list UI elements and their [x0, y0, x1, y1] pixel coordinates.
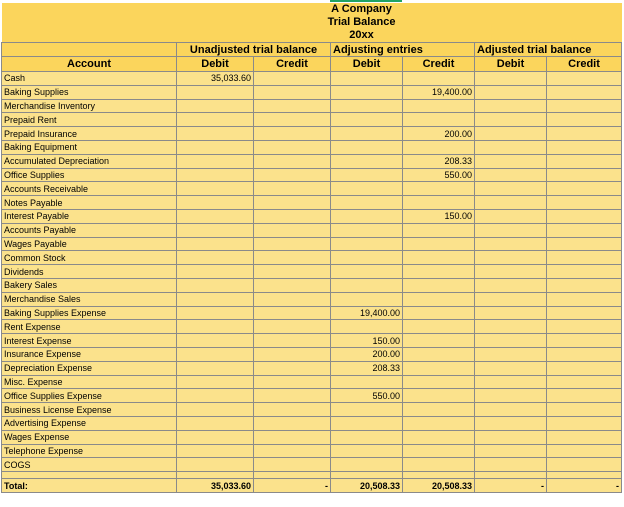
adjusting-debit-cell[interactable]: 550.00	[331, 389, 403, 403]
unadjusted-debit-cell[interactable]	[177, 237, 254, 251]
account-cell[interactable]: Wages Expense	[2, 430, 177, 444]
adjusting-debit-cell[interactable]: 150.00	[331, 334, 403, 348]
unadjusted-debit-cell[interactable]	[177, 389, 254, 403]
adjusted-debit-cell[interactable]	[475, 72, 547, 86]
unadjusted-credit-cell[interactable]	[254, 278, 331, 292]
adjusting-credit-cell[interactable]	[403, 99, 475, 113]
unadjusted-debit-cell[interactable]	[177, 361, 254, 375]
table-row	[2, 361, 622, 375]
adjusted-credit-cell[interactable]	[547, 361, 622, 375]
account-cell[interactable]: Bakery Sales	[2, 278, 177, 292]
adjusting-debit-cell[interactable]	[331, 416, 403, 430]
adjusting-debit-cell[interactable]	[331, 72, 403, 86]
account-cell[interactable]: Rent Expense	[2, 320, 177, 334]
adjusting-credit-cell[interactable]	[403, 251, 475, 265]
account-cell[interactable]: Depreciation Expense	[2, 361, 177, 375]
adjusting-debit-cell[interactable]: 19,400.00	[331, 306, 403, 320]
unadjusted-credit-cell[interactable]	[254, 292, 331, 306]
account-cell[interactable]: Office Supplies	[2, 168, 177, 182]
account-cell[interactable]: Interest Expense	[2, 334, 177, 348]
account-cell[interactable]: Prepaid Rent	[2, 113, 177, 127]
unadjusted-debit-cell[interactable]	[177, 265, 254, 279]
adjusted-debit-header: Debit	[475, 57, 547, 72]
adjusting-debit-cell[interactable]	[331, 403, 403, 417]
unadjusted-debit-cell[interactable]	[177, 99, 254, 113]
adjusted-debit-cell[interactable]	[475, 458, 547, 472]
empty-cell[interactable]	[331, 472, 403, 479]
table-row	[2, 99, 622, 113]
adjusted-credit-cell[interactable]	[547, 347, 622, 361]
adjusting-debit-cell[interactable]: 200.00	[331, 347, 403, 361]
unadjusted-credit-cell[interactable]	[254, 416, 331, 430]
adjusting-debit-cell[interactable]	[331, 430, 403, 444]
adjusted-debit-cell[interactable]	[475, 320, 547, 334]
adjusting-credit-cell[interactable]	[403, 389, 475, 403]
account-cell[interactable]: Merchandise Sales	[2, 292, 177, 306]
adjusting-credit-cell[interactable]: 200.00	[403, 127, 475, 141]
account-cell[interactable]: Interest Payable	[2, 209, 177, 223]
adjusted-credit-cell[interactable]	[547, 223, 622, 237]
unadjusted-debit-cell[interactable]	[177, 403, 254, 417]
adjusted-debit-cell[interactable]	[475, 209, 547, 223]
unadjusted-credit-cell[interactable]	[254, 237, 331, 251]
table-row	[2, 292, 622, 306]
adjusting-credit-cell[interactable]: 19,400.00	[403, 85, 475, 99]
adjusting-credit-cell[interactable]	[403, 72, 475, 86]
unadjusted-debit-cell[interactable]	[177, 85, 254, 99]
total-adjusting-debit[interactable]: 20,508.33	[331, 479, 403, 493]
unadjusted-debit-cell[interactable]	[177, 127, 254, 141]
adjusting-credit-cell[interactable]	[403, 347, 475, 361]
adjusted-debit-cell[interactable]	[475, 113, 547, 127]
adjusted-credit-cell[interactable]	[547, 430, 622, 444]
adjusting-credit-cell[interactable]	[403, 361, 475, 375]
unadjusted-debit-cell[interactable]	[177, 223, 254, 237]
adjusting-credit-cell[interactable]	[403, 140, 475, 154]
unadjusted-credit-cell[interactable]	[254, 251, 331, 265]
table-row	[2, 154, 622, 168]
adjusted-credit-cell[interactable]	[547, 458, 622, 472]
adjusting-credit-cell[interactable]	[403, 458, 475, 472]
adjusting-debit-cell[interactable]	[331, 168, 403, 182]
trial-balance-table	[1, 3, 622, 493]
table-row	[2, 140, 622, 154]
unadjusted-credit-header: Credit	[254, 57, 331, 72]
adjusted-debit-cell[interactable]	[475, 251, 547, 265]
spacer-row	[2, 472, 622, 479]
unadjusted-debit-cell[interactable]	[177, 209, 254, 223]
unadjusted-debit-cell[interactable]	[177, 334, 254, 348]
empty-cell[interactable]	[475, 472, 547, 479]
adjusting-credit-cell[interactable]	[403, 334, 475, 348]
account-cell[interactable]: Wages Payable	[2, 237, 177, 251]
adjusted-debit-cell[interactable]	[475, 444, 547, 458]
unadjusted-debit-cell[interactable]	[177, 444, 254, 458]
adjusting-group-header: Adjusting entries	[331, 43, 475, 57]
adjusted-credit-cell[interactable]	[547, 140, 622, 154]
adjusted-credit-cell[interactable]	[547, 237, 622, 251]
adjusting-debit-cell[interactable]	[331, 251, 403, 265]
adjusting-debit-header: Debit	[331, 57, 403, 72]
empty-cell[interactable]	[547, 472, 622, 479]
adjusted-debit-cell[interactable]	[475, 334, 547, 348]
adjusting-credit-cell[interactable]	[403, 113, 475, 127]
adjusted-credit-cell[interactable]	[547, 403, 622, 417]
unadjusted-debit-cell[interactable]	[177, 113, 254, 127]
adjusting-credit-cell[interactable]	[403, 196, 475, 210]
table-row	[2, 182, 622, 196]
adjusting-debit-cell[interactable]	[331, 375, 403, 389]
account-cell[interactable]: Office Supplies Expense	[2, 389, 177, 403]
adjusted-debit-cell[interactable]	[475, 182, 547, 196]
account-cell[interactable]: Accounts Receivable	[2, 182, 177, 196]
table-row	[2, 347, 622, 361]
adjusting-credit-cell[interactable]	[403, 292, 475, 306]
adjusted-credit-cell[interactable]	[547, 154, 622, 168]
adjusting-credit-cell[interactable]	[403, 237, 475, 251]
table-row	[2, 72, 622, 86]
empty-cell[interactable]	[403, 472, 475, 479]
total-unadjusted-credit[interactable]: -	[254, 479, 331, 493]
unadjusted-debit-cell[interactable]	[177, 458, 254, 472]
adjusting-debit-cell[interactable]	[331, 154, 403, 168]
account-cell[interactable]: Business License Expense	[2, 403, 177, 417]
table-row	[2, 278, 622, 292]
unadjusted-credit-cell[interactable]	[254, 127, 331, 141]
account-cell[interactable]: Merchandise Inventory	[2, 99, 177, 113]
total-label[interactable]: Total:	[2, 479, 177, 493]
adjusted-debit-cell[interactable]	[475, 430, 547, 444]
unadjusted-debit-cell[interactable]	[177, 430, 254, 444]
total-adjusted-debit[interactable]: -	[475, 479, 547, 493]
unadjusted-credit-cell[interactable]	[254, 320, 331, 334]
adjusting-debit-cell[interactable]	[331, 237, 403, 251]
adjusting-debit-cell[interactable]	[331, 85, 403, 99]
account-cell[interactable]: Misc. Expense	[2, 375, 177, 389]
unadjusted-debit-cell[interactable]	[177, 347, 254, 361]
adjusting-debit-cell[interactable]	[331, 196, 403, 210]
unadjusted-debit-header: Debit	[177, 57, 254, 72]
adjusted-credit-cell[interactable]	[547, 85, 622, 99]
adjusting-debit-cell[interactable]	[331, 458, 403, 472]
account-cell[interactable]: Prepaid Insurance	[2, 127, 177, 141]
table-row	[2, 416, 622, 430]
unadjusted-debit-cell[interactable]	[177, 306, 254, 320]
unadjusted-credit-cell[interactable]	[254, 347, 331, 361]
adjusting-debit-cell[interactable]	[331, 265, 403, 279]
empty-cell[interactable]	[2, 472, 177, 479]
unadjusted-debit-cell[interactable]	[177, 320, 254, 334]
adjusted-debit-cell[interactable]	[475, 292, 547, 306]
adjusting-debit-cell[interactable]	[331, 278, 403, 292]
adjusted-credit-cell[interactable]	[547, 182, 622, 196]
unadjusted-debit-cell[interactable]	[177, 196, 254, 210]
unadjusted-debit-cell[interactable]	[177, 154, 254, 168]
account-cell[interactable]: Common Stock	[2, 251, 177, 265]
table-row	[2, 389, 622, 403]
unadjusted-debit-cell[interactable]	[177, 251, 254, 265]
adjusted-credit-cell[interactable]	[547, 265, 622, 279]
adjusted-debit-cell[interactable]	[475, 154, 547, 168]
account-cell[interactable]: Baking Supplies Expense	[2, 306, 177, 320]
account-cell[interactable]: Accumulated Depreciation	[2, 154, 177, 168]
adjusting-credit-header: Credit	[403, 57, 475, 72]
empty-cell[interactable]	[254, 472, 331, 479]
unadjusted-debit-cell[interactable]	[177, 168, 254, 182]
empty-cell[interactable]	[177, 472, 254, 479]
unadjusted-credit-cell[interactable]	[254, 306, 331, 320]
table-row	[2, 209, 622, 223]
adjusted-credit-cell[interactable]	[547, 320, 622, 334]
adjusted-credit-cell[interactable]	[547, 127, 622, 141]
unadjusted-credit-cell[interactable]	[254, 458, 331, 472]
account-cell[interactable]: Dividends	[2, 265, 177, 279]
table-row	[2, 237, 622, 251]
adjusted-credit-cell[interactable]	[547, 306, 622, 320]
account-cell[interactable]: Telephone Expense	[2, 444, 177, 458]
table-row	[2, 403, 622, 417]
adjusting-debit-cell[interactable]	[331, 127, 403, 141]
adjusted-credit-cell[interactable]	[547, 196, 622, 210]
account-cell[interactable]: Baking Equipment	[2, 140, 177, 154]
unadjusted-credit-cell[interactable]	[254, 72, 331, 86]
adjusting-credit-cell[interactable]	[403, 444, 475, 458]
adjusted-credit-cell[interactable]	[547, 444, 622, 458]
adjusting-credit-cell[interactable]	[403, 182, 475, 196]
table-row	[2, 113, 622, 127]
adjusted-credit-cell[interactable]	[547, 72, 622, 86]
table-row	[2, 85, 622, 99]
adjusted-debit-cell[interactable]	[475, 85, 547, 99]
unadjusted-debit-cell[interactable]	[177, 278, 254, 292]
unadjusted-debit-cell[interactable]: 35,033.60	[177, 72, 254, 86]
adjusting-debit-cell[interactable]	[331, 292, 403, 306]
adjusted-credit-cell[interactable]	[547, 209, 622, 223]
adjusted-debit-cell[interactable]	[475, 196, 547, 210]
adjusting-credit-cell[interactable]	[403, 403, 475, 417]
unadjusted-credit-cell[interactable]	[254, 168, 331, 182]
adjusted-credit-cell[interactable]	[547, 292, 622, 306]
unadjusted-credit-cell[interactable]	[254, 223, 331, 237]
unadjusted-debit-cell[interactable]	[177, 375, 254, 389]
adjusted-debit-cell[interactable]	[475, 237, 547, 251]
account-header-blank	[2, 43, 177, 57]
adjusted-credit-cell[interactable]	[547, 99, 622, 113]
adjusted-credit-cell[interactable]	[547, 251, 622, 265]
unadjusted-credit-cell[interactable]	[254, 334, 331, 348]
table-row	[2, 375, 622, 389]
adjusting-debit-cell[interactable]	[331, 320, 403, 334]
adjusted-credit-cell[interactable]	[547, 389, 622, 403]
unadjusted-credit-cell[interactable]	[254, 361, 331, 375]
account-cell[interactable]: Advertising Expense	[2, 416, 177, 430]
table-row	[2, 444, 622, 458]
table-row	[2, 168, 622, 182]
account-cell[interactable]: COGS	[2, 458, 177, 472]
company-name: A Company	[177, 3, 547, 16]
adjusted-debit-cell[interactable]	[475, 403, 547, 417]
unadjusted-credit-cell[interactable]	[254, 196, 331, 210]
adjusted-group-header: Adjusted trial balance	[475, 43, 622, 57]
adjusting-credit-cell[interactable]: 208.33	[403, 154, 475, 168]
adjusted-debit-cell[interactable]	[475, 278, 547, 292]
adjusting-credit-cell[interactable]	[403, 306, 475, 320]
adjusted-credit-cell[interactable]	[547, 278, 622, 292]
unadjusted-credit-cell[interactable]	[254, 85, 331, 99]
table-row	[2, 196, 622, 210]
unadjusted-credit-cell[interactable]	[254, 99, 331, 113]
account-cell[interactable]: Notes Payable	[2, 196, 177, 210]
adjusted-debit-cell[interactable]	[475, 140, 547, 154]
adjusting-debit-cell[interactable]	[331, 209, 403, 223]
table-row	[2, 223, 622, 237]
adjusted-credit-cell[interactable]	[547, 416, 622, 430]
adjusted-debit-cell[interactable]	[475, 223, 547, 237]
unadjusted-credit-cell[interactable]	[254, 265, 331, 279]
adjusting-debit-cell[interactable]	[331, 140, 403, 154]
adjusting-debit-cell[interactable]	[331, 113, 403, 127]
table-row	[2, 306, 622, 320]
adjusted-debit-cell[interactable]	[475, 416, 547, 430]
adjusting-debit-cell[interactable]	[331, 182, 403, 196]
total-adjusted-credit[interactable]: -	[547, 479, 622, 493]
adjusting-credit-cell[interactable]	[403, 278, 475, 292]
account-cell[interactable]: Cash	[2, 72, 177, 86]
adjusted-credit-cell[interactable]	[547, 168, 622, 182]
table-row	[2, 430, 622, 444]
adjusted-credit-cell[interactable]	[547, 334, 622, 348]
adjusted-credit-cell[interactable]	[547, 375, 622, 389]
adjusted-credit-cell[interactable]	[547, 113, 622, 127]
adjusting-credit-cell[interactable]	[403, 375, 475, 389]
total-row	[2, 479, 622, 493]
total-adjusting-credit[interactable]: 20,508.33	[403, 479, 475, 493]
unadjusted-credit-cell[interactable]	[254, 154, 331, 168]
selected-column-indicator	[330, 0, 402, 2]
unadjusted-credit-cell[interactable]	[254, 375, 331, 389]
account-cell[interactable]: Insurance Expense	[2, 347, 177, 361]
unadjusted-credit-cell[interactable]	[254, 209, 331, 223]
unadjusted-credit-cell[interactable]	[254, 140, 331, 154]
total-unadjusted-debit[interactable]: 35,033.60	[177, 479, 254, 493]
adjusting-debit-cell[interactable]	[331, 99, 403, 113]
report-title: Trial Balance	[177, 16, 547, 29]
adjusted-debit-cell[interactable]	[475, 127, 547, 141]
adjusted-debit-cell[interactable]	[475, 361, 547, 375]
report-period: 20xx	[177, 29, 547, 43]
unadjusted-debit-cell[interactable]	[177, 140, 254, 154]
unadjusted-credit-cell[interactable]	[254, 403, 331, 417]
adjusting-credit-cell[interactable]	[403, 430, 475, 444]
adjusted-debit-cell[interactable]	[475, 347, 547, 361]
adjusting-debit-cell[interactable]	[331, 223, 403, 237]
unadjusted-credit-cell[interactable]	[254, 444, 331, 458]
unadjusted-debit-cell[interactable]	[177, 416, 254, 430]
account-cell[interactable]: Baking Supplies	[2, 85, 177, 99]
unadjusted-credit-cell[interactable]	[254, 113, 331, 127]
unadjusted-credit-cell[interactable]	[254, 182, 331, 196]
adjusted-debit-cell[interactable]	[475, 265, 547, 279]
unadjusted-group-header: Unadjusted trial balance	[177, 43, 331, 57]
table-row	[2, 127, 622, 141]
adjusting-credit-cell[interactable]	[403, 223, 475, 237]
adjusted-debit-cell[interactable]	[475, 306, 547, 320]
table-row	[2, 251, 622, 265]
table-row	[2, 458, 622, 472]
unadjusted-debit-cell[interactable]	[177, 292, 254, 306]
adjusting-credit-cell[interactable]	[403, 416, 475, 430]
adjusting-credit-cell[interactable]: 150.00	[403, 209, 475, 223]
account-cell[interactable]: Accounts Payable	[2, 223, 177, 237]
unadjusted-debit-cell[interactable]	[177, 182, 254, 196]
account-column-header: Account	[2, 57, 177, 72]
adjusting-credit-cell[interactable]	[403, 265, 475, 279]
adjusting-credit-cell[interactable]	[403, 320, 475, 334]
unadjusted-credit-cell[interactable]	[254, 430, 331, 444]
adjusted-debit-cell[interactable]	[475, 168, 547, 182]
adjusted-credit-header: Credit	[547, 57, 622, 72]
adjusting-debit-cell[interactable]: 208.33	[331, 361, 403, 375]
adjusted-debit-cell[interactable]	[475, 389, 547, 403]
unadjusted-credit-cell[interactable]	[254, 389, 331, 403]
adjusting-credit-cell[interactable]: 550.00	[403, 168, 475, 182]
table-row	[2, 320, 622, 334]
table-row	[2, 334, 622, 348]
adjusting-debit-cell[interactable]	[331, 444, 403, 458]
table-row	[2, 265, 622, 279]
adjusted-debit-cell[interactable]	[475, 99, 547, 113]
adjusted-debit-cell[interactable]	[475, 375, 547, 389]
